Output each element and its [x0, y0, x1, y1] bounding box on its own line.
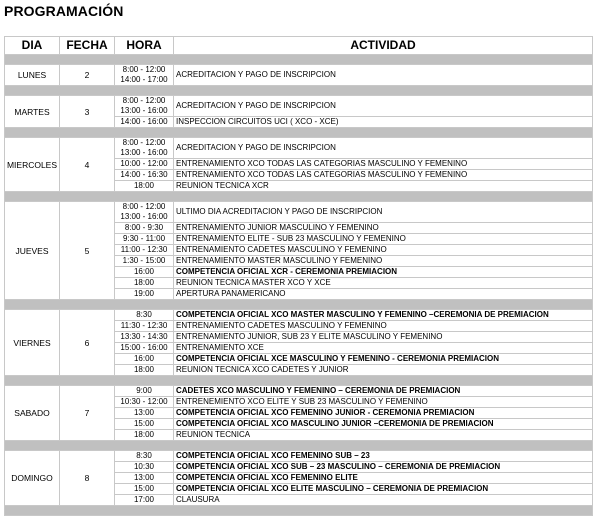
activity-cell: ENTRENAMIENTO XCE: [174, 343, 593, 354]
date-cell: 7: [60, 386, 115, 441]
activity-cell: ENTRENAMIENTO MASTER MASCULINO Y FEMENINO: [174, 256, 593, 267]
activity-cell: COMPETENCIA OFICIAL XCE MASCULINO Y FEMENINO - CEREMONIA PREMIACION: [174, 354, 593, 365]
day-cell: JUEVES: [5, 202, 60, 300]
header-actividad: ACTIVIDAD: [174, 37, 593, 55]
table-row: [5, 65, 593, 86]
date-cell: 8: [60, 451, 115, 506]
activity-cell: REUNION TECNICA MASTER XCO Y XCE: [174, 278, 593, 289]
separator-cell: [5, 86, 593, 96]
time-cell: 9:30 - 11:00: [115, 234, 174, 245]
time-cell: 11:30 - 12:30: [115, 321, 174, 332]
activity-cell: ACREDITACION Y PAGO DE INSCRIPCION: [174, 138, 593, 159]
time-cell: 10:30: [115, 462, 174, 473]
table-row: [5, 310, 593, 321]
time-cell: 9:00: [115, 386, 174, 397]
time-cell: 16:00: [115, 354, 174, 365]
activity-cell: CLAUSURA: [174, 495, 593, 506]
table-row: [5, 386, 593, 397]
time-cell: 15:00 - 16:00: [115, 343, 174, 354]
activity-cell: COMPETENCIA OFICIAL XCO FEMENINO ELITE: [174, 473, 593, 484]
time-cell: 17:00: [115, 495, 174, 506]
date-cell: 2: [60, 65, 115, 86]
separator-cell: [5, 55, 593, 65]
schedule-body: [5, 55, 593, 516]
activity-cell: ENTRENAMIENTO JUNIOR, SUB 23 Y ELITE MASCULINO Y FEMENINO: [174, 332, 593, 343]
day-cell: VIERNES: [5, 310, 60, 376]
time-cell: 8:00 - 12:00 14:00 - 17:00: [115, 65, 174, 86]
activity-cell: COMPETENCIA OFICIAL XCO FEMENINO SUB – 23: [174, 451, 593, 462]
schedule-table: [4, 36, 593, 516]
activity-cell: REUNION TECNICA XCR: [174, 181, 593, 192]
activity-cell: ULTIMO DIA ACREDITACION Y PAGO DE INSCRIPCION: [174, 202, 593, 223]
activity-cell: COMPETENCIA OFICIAL XCO MASTER MASCULINO Y FEMENINO –CEREMONIA DE PREMIACION: [174, 310, 593, 321]
day-separator: [5, 300, 593, 310]
activity-cell: INSPECCION CIRCUITOS UCI ( XCO - XCE): [174, 117, 593, 128]
activity-cell: ACREDITACION Y PAGO DE INSCRIPCION: [174, 96, 593, 117]
time-cell: 8:30: [115, 451, 174, 462]
activity-cell: REUNION TECNICA XCO CADETES Y JUNIOR: [174, 365, 593, 376]
separator-cell: [5, 300, 593, 310]
day-cell: MARTES: [5, 96, 60, 128]
day-separator: [5, 128, 593, 138]
separator-cell: [5, 441, 593, 451]
day-separator: [5, 506, 593, 516]
header-dia: DIA: [5, 37, 60, 55]
time-cell: 10:30 - 12:00: [115, 397, 174, 408]
activity-cell: REUNION TECNICA: [174, 430, 593, 441]
date-cell: 5: [60, 202, 115, 300]
activity-cell: COMPETENCIA OFICIAL XCO ELITE MASCULINO – CEREMONIA DE PREMIACION: [174, 484, 593, 495]
activity-cell: CADETES XCO MASCULINO Y FEMENINO – CEREMONIA DE PREMIACION: [174, 386, 593, 397]
separator-cell: [5, 506, 593, 516]
time-cell: 15:00: [115, 419, 174, 430]
time-cell: 14:00 - 16:30: [115, 170, 174, 181]
page-title: PROGRAMACIÓN: [4, 3, 124, 19]
activity-cell: COMPETENCIA OFICIAL XCR - CEREMONIA PREMIACION: [174, 267, 593, 278]
date-cell: 6: [60, 310, 115, 376]
separator-cell: [5, 376, 593, 386]
activity-cell: APERTURA PANAMERICANO: [174, 289, 593, 300]
day-separator: [5, 192, 593, 202]
time-cell: 8:00 - 12:00 13:00 - 16:00: [115, 96, 174, 117]
activity-cell: ACREDITACION Y PAGO DE INSCRIPCION: [174, 65, 593, 86]
time-cell: 13:00: [115, 408, 174, 419]
table-row: [5, 138, 593, 159]
day-cell: LUNES: [5, 65, 60, 86]
activity-cell: ENTRENAMIENTO CADETES MASCULINO Y FEMENINO: [174, 245, 593, 256]
activity-cell: ENTRENAMIENTO ELITE - SUB 23 MASCULINO Y FEMENINO: [174, 234, 593, 245]
time-cell: 18:00: [115, 181, 174, 192]
separator-cell: [5, 128, 593, 138]
day-separator: [5, 441, 593, 451]
activity-cell: COMPETENCIA OFICIAL XCO SUB – 23 MASCULINO – CEREMONIA DE PREMIACION: [174, 462, 593, 473]
time-cell: 8:00 - 12:00 13:00 - 16:00: [115, 202, 174, 223]
time-cell: 18:00: [115, 278, 174, 289]
time-cell: 13:00: [115, 473, 174, 484]
time-cell: 18:00: [115, 365, 174, 376]
activity-cell: ENTRENAMIENTO JUNIOR MASCULINO Y FEMENINO: [174, 223, 593, 234]
time-cell: 15:00: [115, 484, 174, 495]
time-cell: 1:30 - 15:00: [115, 256, 174, 267]
time-cell: 13:30 - 14:30: [115, 332, 174, 343]
activity-cell: ENTRENAMIENTO XCO TODAS LAS CATEGORIAS MASCULINO Y FEMENINO: [174, 159, 593, 170]
header-hora: HORA: [115, 37, 174, 55]
table-row: [5, 451, 593, 462]
activity-cell: COMPETENCIA OFICIAL XCO MASCULINO JUNIOR –CEREMONIA DE PREMIACION: [174, 419, 593, 430]
day-cell: MIERCOLES: [5, 138, 60, 192]
activity-cell: ENTRENAMIENTO CADETES MASCULINO Y FEMENINO: [174, 321, 593, 332]
date-cell: 3: [60, 96, 115, 128]
table-row: [5, 96, 593, 117]
time-cell: 11:00 - 12:30: [115, 245, 174, 256]
activity-cell: COMPETENCIA OFICIAL XCO FEMENINO JUNIOR - CEREMONIA PREMIACION: [174, 408, 593, 419]
day-cell: SABADO: [5, 386, 60, 441]
time-cell: 8:00 - 12:00 13:00 - 16:00: [115, 138, 174, 159]
activity-cell: ENTRENEMIENTO XCO ELITE Y SUB 23 MASCULINO Y FEMENINO: [174, 397, 593, 408]
time-cell: 8:00 - 9:30: [115, 223, 174, 234]
day-separator: [5, 55, 593, 65]
time-cell: 10:00 - 12:00: [115, 159, 174, 170]
activity-cell: ENTRENAMIENTO XCO TODAS LAS CATEGORIAS MASCULINO Y FEMENINO: [174, 170, 593, 181]
date-cell: 4: [60, 138, 115, 192]
time-cell: 16:00: [115, 267, 174, 278]
time-cell: 8:30: [115, 310, 174, 321]
day-separator: [5, 376, 593, 386]
time-cell: 19:00: [115, 289, 174, 300]
table-row: [5, 202, 593, 223]
header-fecha: FECHA: [60, 37, 115, 55]
day-cell: DOMINGO: [5, 451, 60, 506]
time-cell: 14:00 - 16:00: [115, 117, 174, 128]
separator-cell: [5, 192, 593, 202]
day-separator: [5, 86, 593, 96]
time-cell: 18:00: [115, 430, 174, 441]
table-header-row: [5, 37, 593, 55]
